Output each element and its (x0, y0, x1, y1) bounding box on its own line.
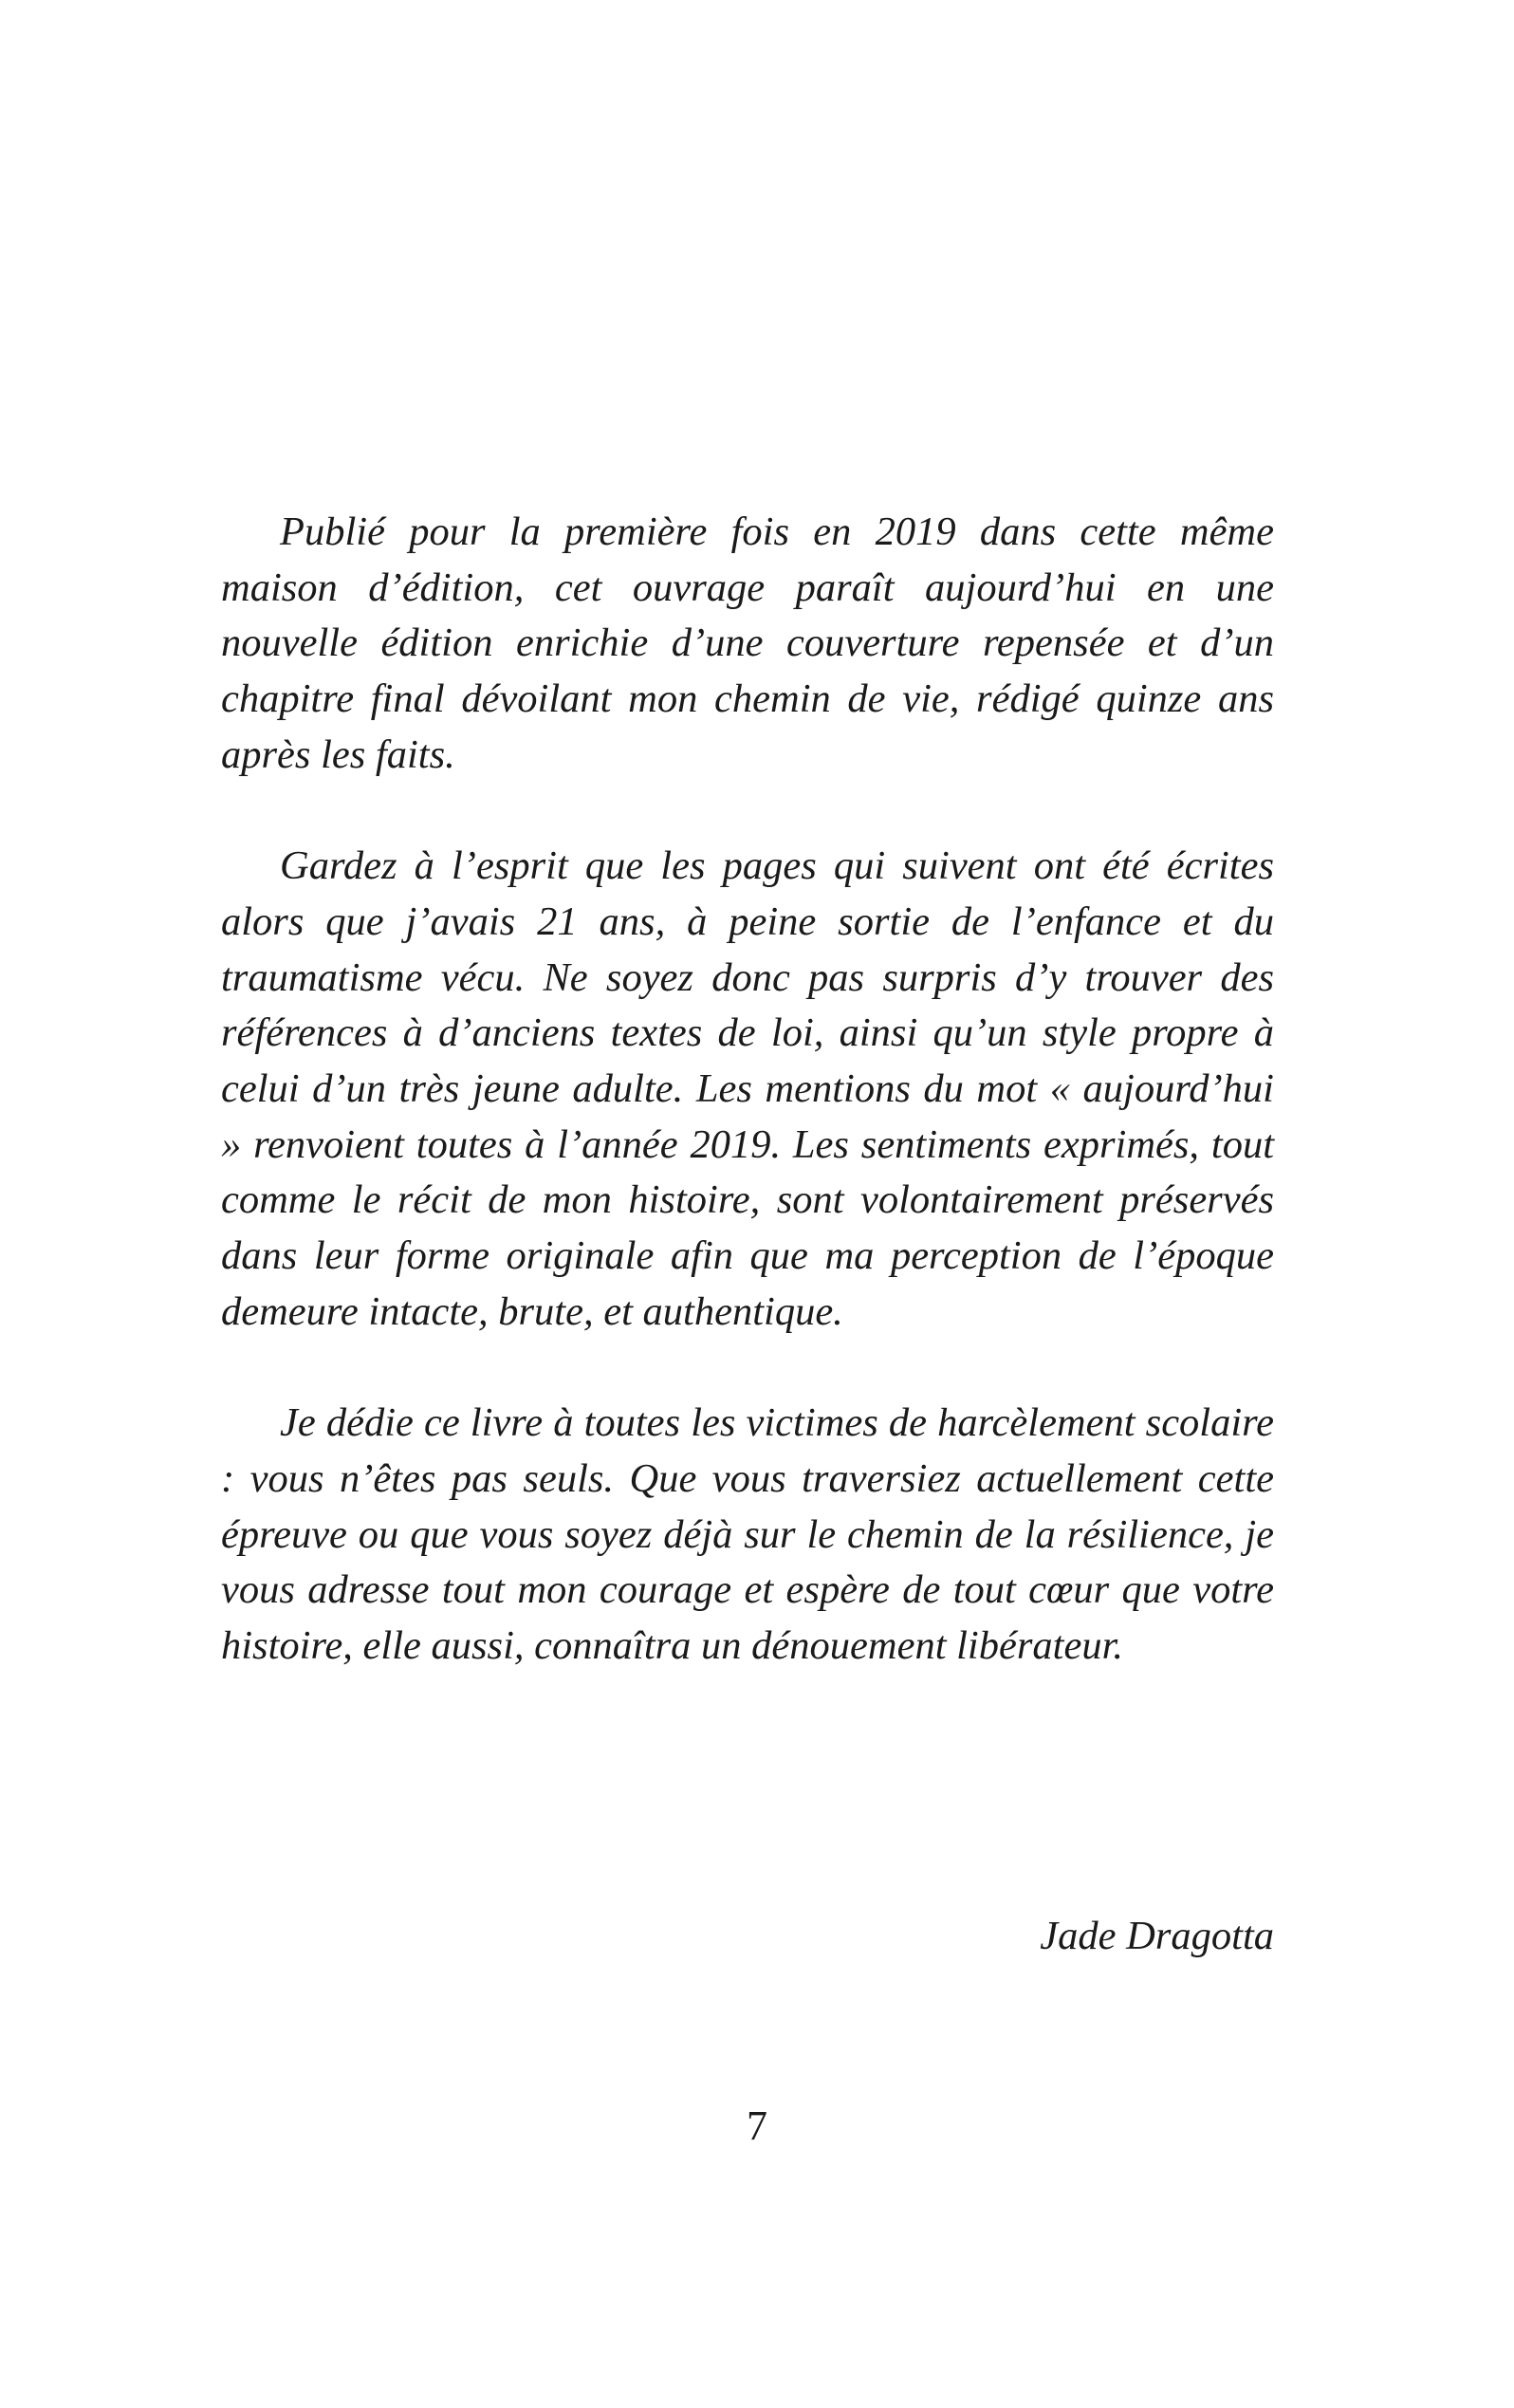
paragraph-context-note: Gardez à l’esprit que les pages qui suivent ont été écrites alors que j’avais 21 ans, à peine sortie de l’enfance et du traumatisme vécu. Ne soyez donc pas surpris d’y trouver des références à d’anciens textes de loi, ainsi qu’un style propre à celui d’un très jeune adulte. Les mentions du mot « aujourd’hui » renvoient toutes à l’année 2019. Les sentiments exprimés, tout comme le récit de mon histoire, sont volontairement préservés dans leur forme originale afin que ma perception de l’époque demeure intacte, brute, et authentique. (221, 843, 1274, 1334)
paragraph-dedication: Je dédie ce livre à toutes les victimes de harcèlement scolaire : vous n’êtes pas seuls. Que vous traversiez actuellement cette épreuve ou que vous soyez déjà sur le chemin de la résilience, je vous adresse tout mon courage et espère de tout cœur que votre histoire, elle aussi, connaîtra un dénouement libérateur. (221, 1400, 1274, 1669)
body-text (221, 505, 1274, 1675)
author-signature: Jade Dragotta (1040, 1914, 1274, 1958)
paragraph-edition-note: Publié pour la première fois en 2019 dans cette même maison d’édition, cet ouvrage paraît aujourd’hui en une nouvelle édition enrichie d’une couverture repensée et d’un chapitre final dévoilant mon chemin de vie, rédigé quinze ans après les faits. (221, 509, 1274, 777)
page-number: 7 (747, 2102, 767, 2149)
